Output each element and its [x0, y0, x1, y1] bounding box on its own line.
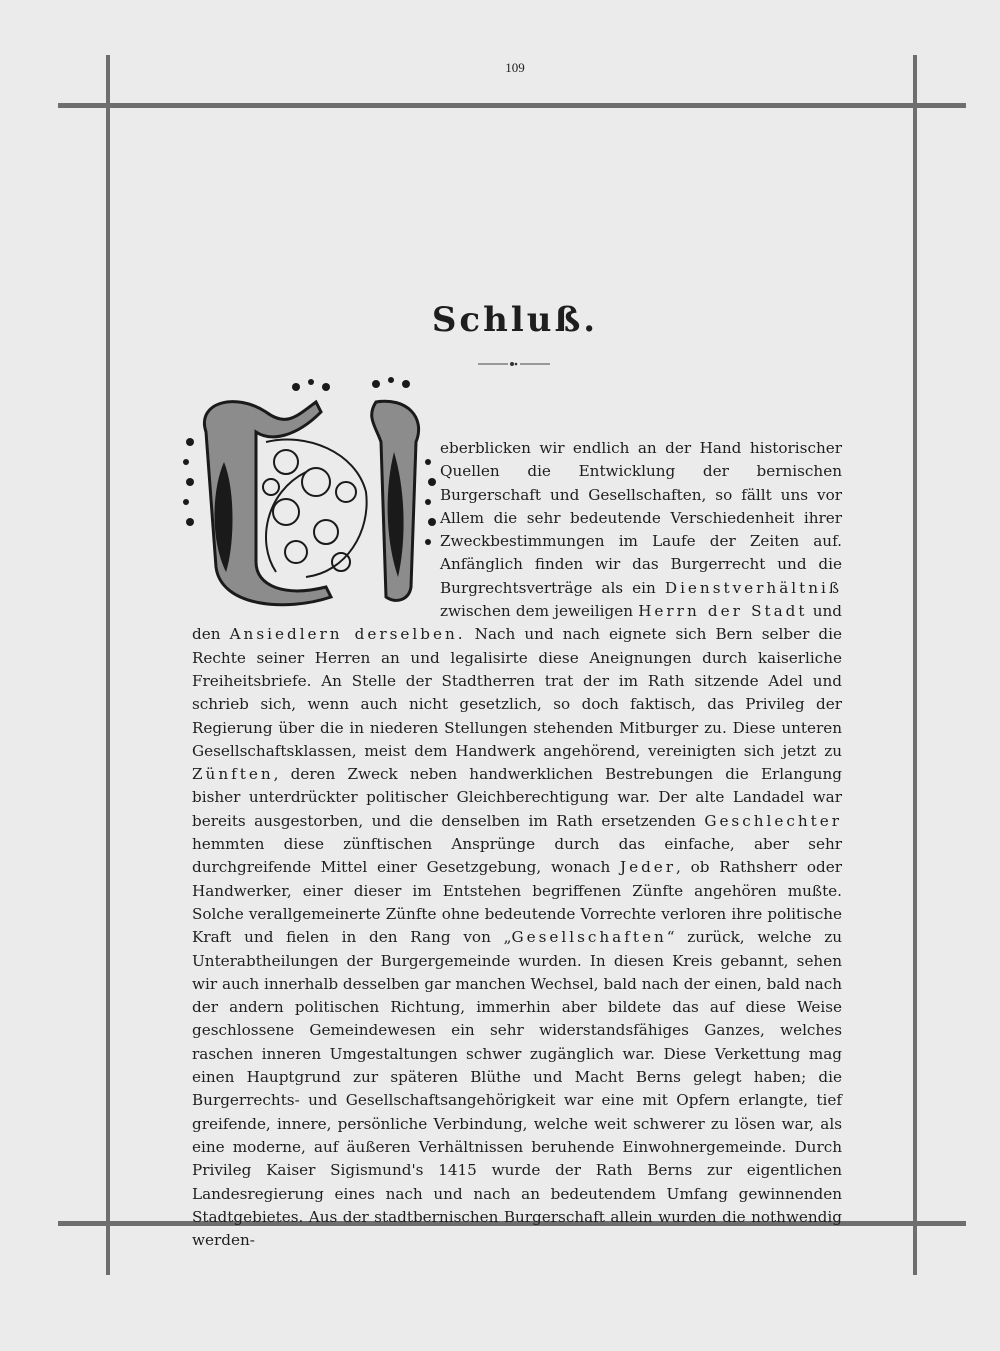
frame-left-rule: [106, 55, 110, 1275]
initial-letter-glyph: U: [308, 522, 309, 523]
chapter-heading: Schluß.: [431, 300, 599, 340]
page-number: 109: [505, 60, 525, 75]
frame-right-rule: [913, 55, 917, 1275]
paragraph: eberblicken wir endlich an der Hand historischer Quellen die Entwicklung der bernischen Burgerschaft und Gesellschaften, so fällt uns vor Allem die sehr bedeutende Verschiedenheit ihrer Zweckbestimmungen im Laufe der Zeiten auf. Anfänglich finden wir das Burgerrecht und die Burgrechtsverträge als ein Dienstverhältniß zwischen dem jeweiligen Herrn der Stadt und den Ansiedlern derselben. Nach und nach eignete sich Bern selber die Rechte seiner Herren an und legalisirte diese Aneignungen durch kaiserliche Freiheitsbriefe. An Stelle der Stadtherren trat der im Rath sitzende Adel und schrieb sich, wenn auch nicht gesetzlich, so doch faktisch, das Privileg der Regierung über die in niederen Stellungen stehenden Mitburger zu. Diese unteren Gesellschaftsklassen, meist dem Handwerk angehörend, vereinigten sich jetzt zu Zünften, deren Zweck neben handwerklichen Bestrebungen die Erlangung bisher unterdrückter politischer Gleichberechtigung war. Der alte Landadel war bereits ausgestorben, und die denselben im Rath ersetzenden Geschlechter hemmten diese zünftischen Ansprünge durch das einfache, aber sehr durchgreifende Mittel einer Gesetzgebung, wonach Jeder, ob Rathsherr oder Handwerker, einer dieser im Entstehen begriffenen Zünfte angehören mußte. Solche verallgemeinerte Zünfte ohne bedeutende Vorrechte verloren ihre politische Kraft und fielen in den Rang von „Gesellschaften“ zurück, welche zu Unterabtheilungen der Burgergemeinde wurden. In diesen Kreis gebannt, sehen wir auch innerhalb desselben gar manchen Wechsel, bald nach der einen, bald nach der andern politischen Richtung, immerhin aber bildete das auf diese Weise geschlossene Gemeindewesen ein sehr widerstandsfähiges Ganzes, welches raschen inneren Umgestaltungen schwer zugänglich war. Diese Verkettung mag einen Hauptgrund zur späteren Blüthe und Macht Berns gelegt haben; die Burgerrechts- und Gesellschaftsangehörigkeit war eine mit Opfern erlangte, tief greifende, innere, persönliche Verbindung, welche weit schwerer zu lösen war, als eine moderne, auf äußeren Verhältnissen beruhende Einwohnergemeinde. Durch Privileg Kaiser Sigismund's 1415 wurde der Rath Berns zur eigentlichen Landesregierung eines nach und nach an bedeutendem Umfang gewinnenden Stadtgebietes. Aus der stadtbernischen Burgerschaft allein wurden die nothwendig werden-: [192, 439, 842, 1250]
frame-top-rule: [58, 103, 966, 108]
initial-letter-spacer: [192, 437, 440, 623]
body-text: [192, 437, 842, 1252]
heading-ornament-divider: [478, 358, 550, 370]
